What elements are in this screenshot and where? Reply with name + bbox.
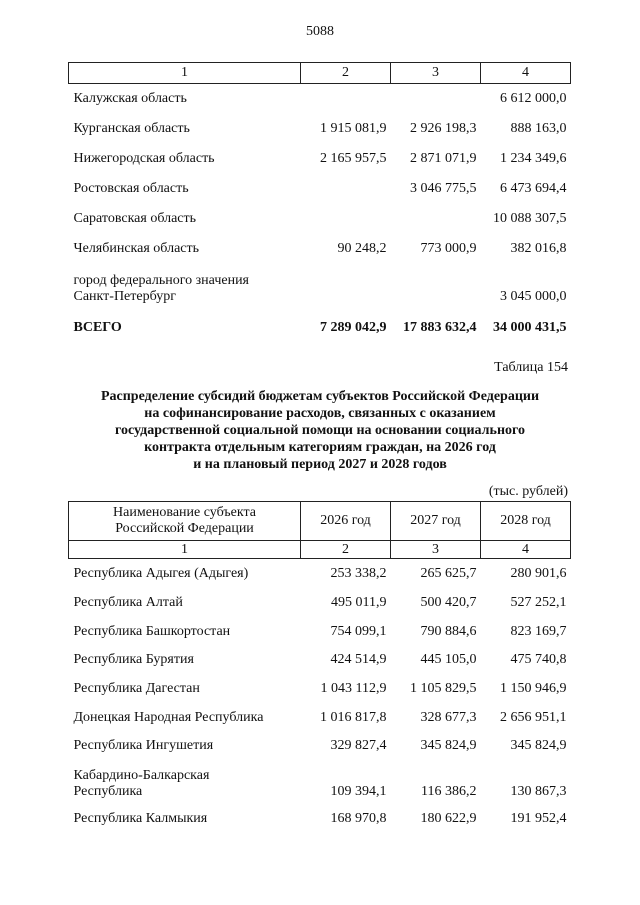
page-number: 5088 [306, 24, 334, 39]
region-name-line2: Республика [73, 783, 143, 799]
table-row [69, 697, 571, 726]
region-name: Саратовская область [73, 210, 197, 226]
table-row [69, 611, 571, 640]
table-row [69, 800, 571, 827]
column-number: 1 [69, 541, 301, 559]
table-row [69, 257, 571, 305]
title-line: контракта отдельным категориям граждан, на 2026 год [144, 440, 496, 455]
value-2027: 328 677,3 [420, 709, 477, 725]
column-number: 4 [481, 63, 571, 84]
header-region [69, 502, 301, 541]
value-2027: 265 625,7 [420, 565, 477, 581]
total-2026: 7 289 042,9 [320, 319, 387, 335]
value-2026: 424 514,9 [330, 651, 387, 667]
value-2026: 2 165 957,5 [320, 150, 387, 166]
value-2026: 109 394,1 [330, 783, 387, 799]
value-2027: 500 420,7 [420, 594, 477, 610]
value-2028: 1 150 946,9 [500, 680, 567, 696]
value-2026: 1 915 081,9 [320, 120, 387, 136]
column-number: 4 [481, 541, 571, 559]
value-2026: 329 827,4 [330, 737, 387, 753]
value-2027: 790 884,6 [420, 623, 477, 639]
value-2027 [391, 197, 481, 227]
column-number: 2 [301, 541, 391, 559]
value-2028: 888 163,0 [510, 120, 567, 136]
table-row [69, 726, 571, 754]
table-row [69, 197, 571, 227]
value-2028: 280 901,6 [510, 565, 567, 581]
region-name-line2: Санкт-Петербург [73, 288, 176, 304]
title-line: Распределение субсидий бюджетам субъектов Российской Федерации [100, 389, 540, 404]
value-2028: 10 088 307,5 [493, 210, 567, 226]
region-name: Республика Алтай [73, 594, 183, 610]
table-continued [68, 62, 571, 336]
subsidy-table [68, 501, 571, 827]
value-2026: 90 248,2 [337, 240, 387, 256]
table-row [69, 754, 571, 800]
value-2027: 180 622,9 [420, 810, 477, 826]
table-row [69, 640, 571, 668]
value-2027: 773 000,9 [420, 240, 477, 256]
table-row [69, 137, 571, 167]
title-line: и на плановый период 2027 и 2028 годов [193, 457, 447, 472]
value-2026: 168 970,8 [330, 810, 387, 826]
value-2026: 1 043 112,9 [320, 680, 387, 696]
value-2026 [301, 84, 391, 107]
value-2028: 823 169,7 [510, 623, 567, 639]
region-name: Республика Ингушетия [73, 737, 214, 753]
table-row [69, 668, 571, 697]
value-2028: 6 473 694,4 [500, 180, 567, 196]
header-region-line1: Наименование субъекта [113, 505, 256, 520]
total-2027: 17 883 632,4 [403, 319, 477, 335]
table-title [60, 388, 580, 473]
column-number: 3 [391, 63, 481, 84]
value-2027: 116 386,2 [421, 783, 477, 799]
value-2028: 191 952,4 [510, 810, 567, 826]
region-name: Республика Калмыкия [73, 810, 208, 826]
value-2027: 1 105 829,5 [410, 680, 477, 696]
header-row [69, 502, 571, 541]
region-name [69, 754, 301, 800]
region-name: Донецкая Народная Республика [73, 709, 264, 725]
region-name: Республика Башкортостан [73, 623, 231, 639]
value-2026: 754 099,1 [330, 623, 387, 639]
region-name: Калужская область [73, 90, 187, 106]
value-2028: 382 016,8 [510, 240, 567, 256]
value-2027: 3 046 775,5 [410, 180, 477, 196]
total-label: ВСЕГО [73, 319, 122, 335]
region-name: Республика Адыгея (Адыгея) [73, 565, 249, 581]
region-name: Республика Дагестан [73, 680, 200, 696]
value-2027: 2 926 198,3 [410, 120, 477, 136]
header-2027: 2027 год [391, 502, 481, 541]
table-row [69, 84, 571, 107]
value-2026: 495 011,9 [331, 594, 387, 610]
column-number: 3 [391, 541, 481, 559]
units-label: (тыс. рублей) [488, 484, 568, 499]
table-row [69, 559, 571, 582]
value-2027 [391, 84, 481, 107]
table-row [69, 107, 571, 137]
table-row [69, 167, 571, 197]
value-2027: 345 824,9 [420, 737, 477, 753]
total-row [69, 305, 571, 336]
region-name-line1: Кабардино-Балкарская [73, 767, 210, 783]
region-name: Ростовская область [73, 180, 189, 196]
value-2026: 1 016 817,8 [320, 709, 387, 725]
region-name: Республика Бурятия [73, 651, 194, 667]
header-2028: 2028 год [481, 502, 571, 541]
region-name: Челябинская область [73, 240, 199, 256]
value-2028: 6 612 000,0 [500, 90, 567, 106]
column-number: 2 [301, 63, 391, 84]
column-number: 1 [69, 63, 301, 84]
value-2026: 253 338,2 [330, 565, 387, 581]
value-2026 [301, 167, 391, 197]
region-name: Нижегородская область [73, 150, 215, 166]
value-2028: 527 252,1 [510, 594, 567, 610]
total-2028: 34 000 431,5 [493, 319, 567, 335]
header-2026: 2026 год [301, 502, 391, 541]
title-line: государственной социальной помощи на основании социального [114, 423, 526, 438]
table-row [69, 582, 571, 611]
region-name [69, 257, 301, 305]
value-2028: 1 234 349,6 [500, 150, 567, 166]
value-2028: 475 740,8 [510, 651, 567, 667]
value-2028: 2 656 951,1 [500, 709, 567, 725]
value-2028: 3 045 000,0 [500, 288, 567, 304]
value-2027: 445 105,0 [420, 651, 477, 667]
value-2027: 2 871 071,9 [410, 150, 477, 166]
header-region-line2: Российской Федерации [115, 521, 254, 536]
value-2028: 130 867,3 [510, 783, 567, 799]
title-line: на софинансирование расходов, связанных с оказанием [144, 406, 496, 421]
table-caption: Таблица 154 [494, 360, 568, 375]
value-2028: 345 824,9 [510, 737, 567, 753]
value-2026 [301, 197, 391, 227]
region-name: Курганская область [73, 120, 190, 136]
table-row [69, 227, 571, 257]
region-name-line1: город федерального значения [73, 272, 249, 288]
